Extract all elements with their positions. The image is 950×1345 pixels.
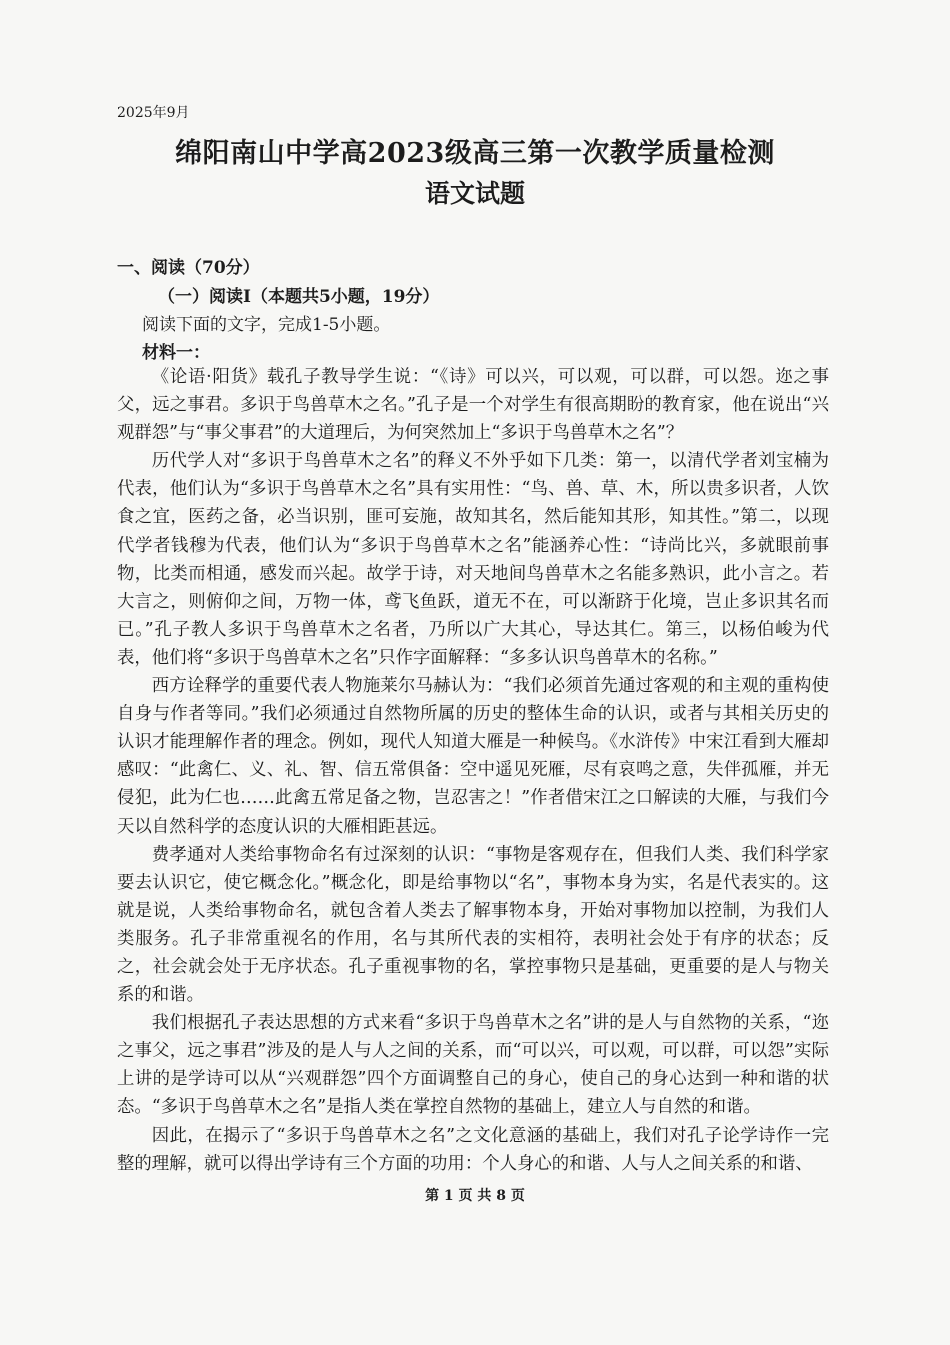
passage-paragraph: 因此，在揭示了“多识于鸟兽草木之名”之文化意涵的基础上，我们对孔子论学诗作一完整的理解，就可以得出学诗有三个方面的功用：个人身心的和谐、人与人之间关系的和谐、: [117, 1125, 829, 1174]
section-heading: 一、阅读（70分）: [117, 258, 260, 278]
exam-title: 绵阳南山中学高2023级高三第一次教学质量检测: [175, 138, 775, 169]
exam-date: 2025年9月: [117, 105, 190, 121]
passage-paragraph: 我们根据孔子表达思想的方式来看“多识于鸟兽草木之名”讲的是人与自然物的关系，“迩之事父，远之事君”涉及的是人与人之间的关系，而“可以兴，可以观，可以群，可以怨”实际上讲的是学诗可以从“兴观群怨”四个方面调整自己的身心，使自己的身心达到一种和谐的状态。“多识于鸟兽草木之名”是指人类在掌控自然物的基础上，建立人与自然的和谐。: [117, 1013, 829, 1118]
passage-paragraph: 《论语·阳货》载孔子教导学生说：“《诗》可以兴，可以观，可以群，可以怨。迩之事父，远之事君。多识于鸟兽草木之名。”孔子是一个对学生有很高期盼的教育家，他在说出“兴观群怨”与“事父事君”的大道理后，为何突然加上“多识于鸟兽草木之名”？: [117, 367, 829, 444]
passage-paragraph: 西方诠释学的重要代表人物施莱尔马赫认为：“我们必须首先通过客观的和主观的重构使自身与作者等同。”我们必须通过自然物所属的历史的整体生命的认识，或者与其相关历史的认识才能理解作者的理念。例如，现代人知道大雁是一种候鸟。《水浒传》中宋江看到大雁却感叹：“此禽仁、义、礼、智、信五常俱备：空中遥见死雁，尽有哀鸣之意，失伴孤雁，并无侵犯，此为仁也……此禽五常足备之物，岂忍害之！”作者借宋江之口解读的大雁，与我们今天以自然科学的态度认识的大雁相距甚远。: [117, 676, 829, 837]
page-footer: 第 1 页 共 8 页: [425, 1188, 525, 1204]
reading-instruction: 阅读下面的文字，完成1-5小题。: [142, 315, 391, 335]
subsection-heading: （一）阅读Ⅰ（本题共5小题，19分）: [158, 287, 440, 307]
passage-paragraph: 历代学人对“多识于鸟兽草木之名”的释义不外乎如下几类：第一，以清代学者刘宝楠为代表，他们认为“多识于鸟兽草木之名”具有实用性：“鸟、兽、草、木，所以贵多识者，人饮食之宜，医药之备，必当识别，匪可妄施，故知其名，然后能知其形，知其性。”第二，以现代学者钱穆为代表，他们认为“多识于鸟兽草木之名”能涵养心性：“诗尚比兴，多就眼前事物，比类而相通，感发而兴起。故学于诗，对天地间鸟兽草木之名能多熟识，此小言之。若大言之，则俯仰之间，万物一体，鸢飞鱼跃，道无不在，可以渐跻于化境，岂止多识其名而已。”孔子教人多识于鸟兽草木之名者，乃所以广大其心，导达其仁。第三，以杨伯峻为代表，他们将“多识于鸟兽草木之名”只作字面解释：“多多认识鸟兽草木的名称。”: [117, 451, 829, 668]
exam-subtitle: 语文试题: [424, 179, 525, 208]
passage-paragraph: 费孝通对人类给事物命名有过深刻的认识：“事物是客观存在，但我们人类、我们科学家要去认识它，使它概念化。”概念化，即是给事物以“名”，事物本身为实，名是代表实的。这就是说，人类给事物命名，就包含着人类去了解事物本身，开始对事物加以控制，为我们人类服务。孔子非常重视名的作用，名与其所代表的实相符，表明社会处于有序的状态；反之，社会就会处于无序状态。孔子重视事物的名，掌控事物只是基础，更重要的是人与物关系的和谐。: [117, 844, 829, 1006]
passage-body: [117, 363, 829, 1178]
material-label: 材料一：: [142, 343, 210, 363]
